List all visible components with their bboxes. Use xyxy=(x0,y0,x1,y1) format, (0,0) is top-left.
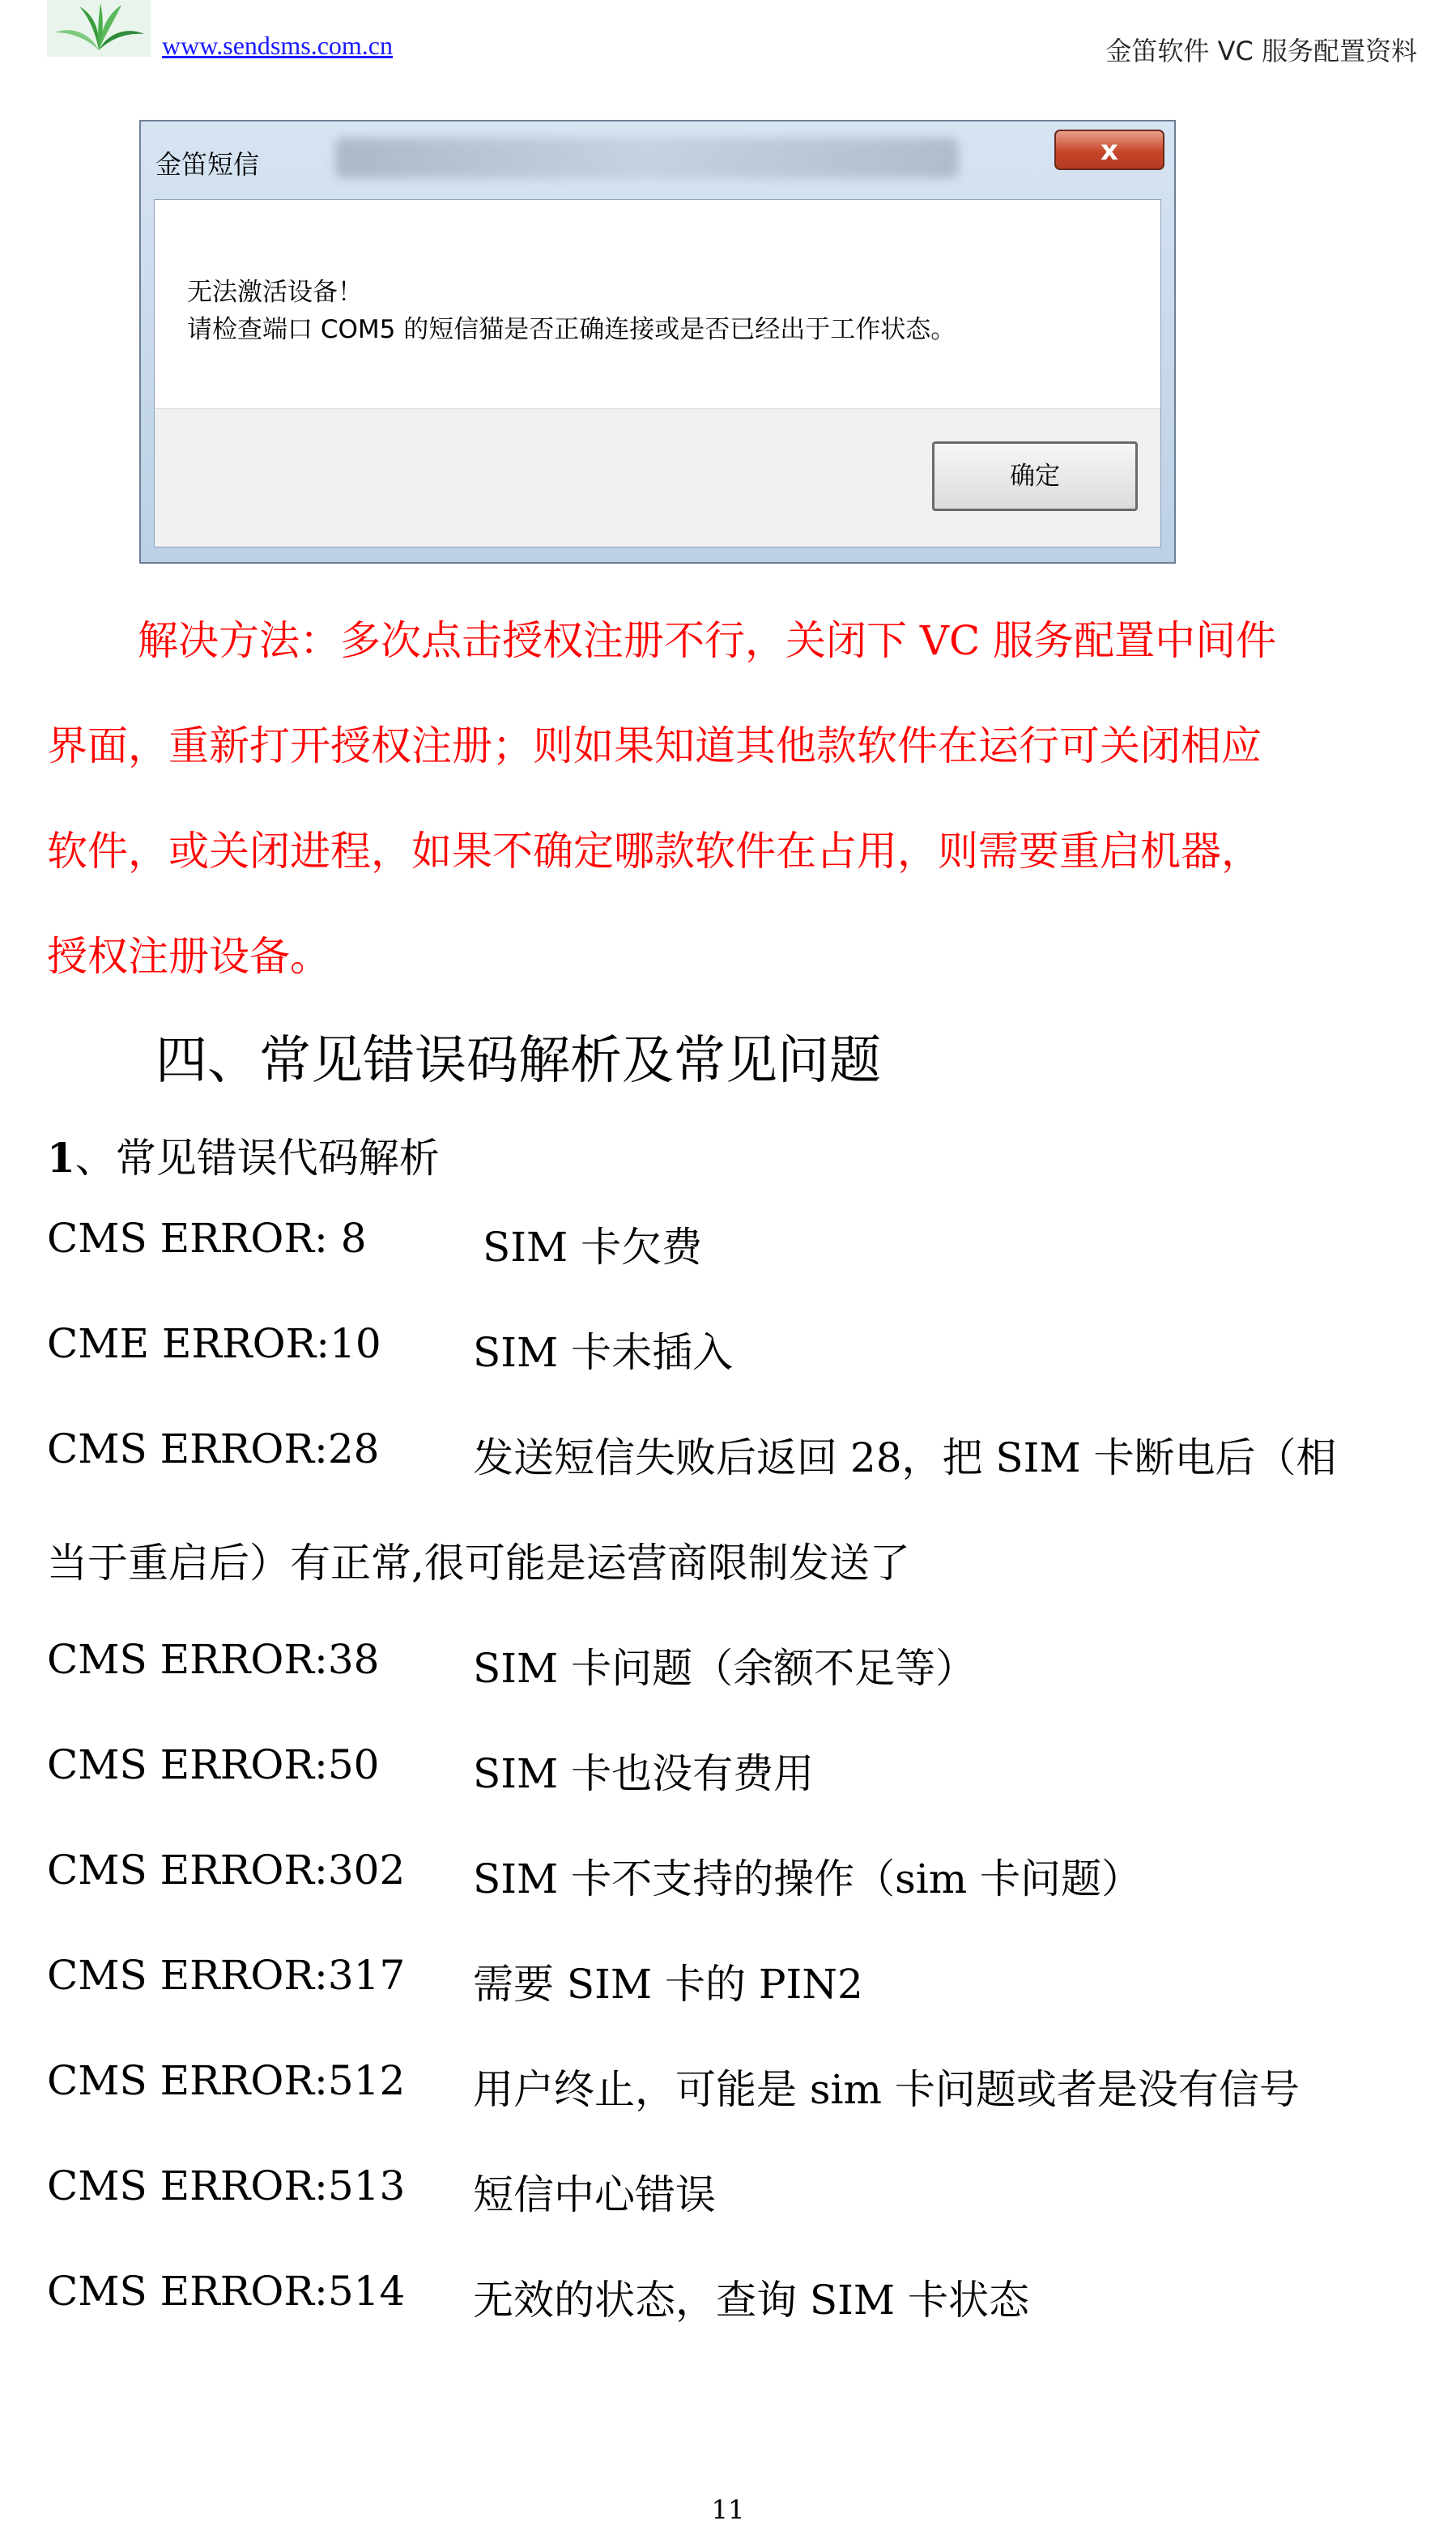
error-code: CME ERROR:10 xyxy=(47,1320,381,1367)
error-description: SIM 卡也没有费用 xyxy=(473,1750,815,1797)
solution-line: 界面，重新打开授权注册；则如果知道其他款软件在运行可关闭相应 xyxy=(47,722,1262,769)
error-description: 短信中心错误 xyxy=(473,2171,716,2218)
close-icon: x xyxy=(1101,134,1118,167)
error-code: CMS ERROR:317 xyxy=(47,1952,406,1999)
website-link[interactable]: www.sendsms.com.cn xyxy=(162,31,393,60)
error-description: 发送短信失败后返回 28，把 SIM 卡断电后（相 xyxy=(473,1434,1337,1481)
page-number: 11 xyxy=(711,2495,745,2525)
sub-heading-number: 1 xyxy=(47,1134,75,1182)
sub-heading-text: 、常见错误代码解析 xyxy=(75,1135,440,1182)
error-code: CMS ERROR:512 xyxy=(47,2057,406,2104)
ok-button[interactable]: 确定 xyxy=(932,441,1138,511)
error-description: 无效的状态，查询 SIM 卡状态 xyxy=(473,2277,1029,2324)
error-description: 需要 SIM 卡的 PIN2 xyxy=(473,1961,863,2008)
dialog-message-line-2: 请检查端口 COM5 的短信猫是否正确连接或是否已经出于工作状态。 xyxy=(187,315,956,344)
dialog-body xyxy=(154,199,1161,547)
section-heading: 四、常见错误码解析及常见问题 xyxy=(155,1031,881,1091)
blurred-background-window xyxy=(335,138,959,178)
error-description: SIM 卡问题（余额不足等） xyxy=(473,1645,977,1692)
error-description: SIM 卡未插入 xyxy=(473,1329,734,1376)
solution-line: 解决方法：多次点击授权注册不行，关闭下 VC 服务配置中间件 xyxy=(138,617,1277,664)
error-description: 用户终止，可能是 sim 卡问题或者是没有信号 xyxy=(473,2066,1300,2113)
error-code: CMS ERROR:302 xyxy=(47,1847,406,1894)
dialog-footer xyxy=(155,408,1160,547)
error-code: CMS ERROR:28 xyxy=(47,1425,380,1472)
company-logo xyxy=(47,0,151,57)
solution-line: 软件，或关闭进程，如果不确定哪款软件在占用，则需要重启机器， xyxy=(47,828,1262,875)
document-title: 金笛软件 VC 服务配置资料 xyxy=(1105,36,1417,66)
error-code: CMS ERROR:514 xyxy=(47,2268,406,2315)
error-code: CMS ERROR:38 xyxy=(47,1636,380,1683)
error-code: CMS ERROR:513 xyxy=(47,2162,406,2209)
solution-line: 授权注册设备。 xyxy=(47,933,330,980)
sub-heading xyxy=(47,1126,440,1184)
dialog-title: 金笛短信 xyxy=(155,149,260,180)
error-description-continued: 当于重启后）有正常,很可能是运营商限制发送了 xyxy=(47,1540,910,1587)
error-dialog-screenshot xyxy=(139,120,1176,564)
error-code: CMS ERROR:50 xyxy=(47,1741,380,1788)
solution-paragraph xyxy=(47,588,1440,1009)
close-button[interactable] xyxy=(1054,130,1164,170)
dialog-message-line-1: 无法激活设备！ xyxy=(187,278,363,307)
error-description: SIM 卡欠费 xyxy=(483,1224,703,1271)
error-description: SIM 卡不支持的操作（sim 卡问题） xyxy=(473,1855,1143,1902)
error-code: CMS ERROR: 8 xyxy=(47,1215,367,1262)
